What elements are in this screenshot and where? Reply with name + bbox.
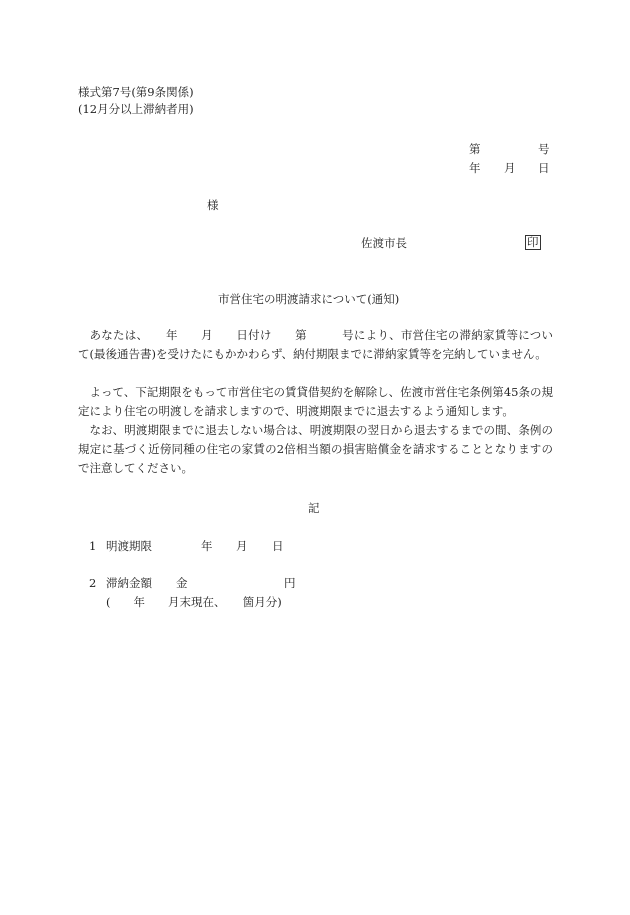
seal-stamp <box>525 235 541 250</box>
item1-number: 1 <box>89 539 97 553</box>
document-title: 市営住宅の明渡請求について(通知) <box>218 292 400 306</box>
item2-detail: ( 年 月末現在、 箇月分) <box>106 595 282 609</box>
ki-heading: 記 <box>308 501 320 515</box>
item1-year: 年 <box>201 539 213 553</box>
doc-number-prefix: 第 <box>469 142 481 156</box>
item2-yen: 円 <box>284 576 296 590</box>
item2-number: 2 <box>89 576 97 590</box>
item2-kin: 金 <box>176 576 188 590</box>
form-number: 様式第7号(第9条関係) <box>78 85 194 99</box>
form-note: (12月分以上滞納者用) <box>78 102 194 116</box>
item2-label: 滞納金額 <box>106 576 152 590</box>
doc-date-day: 日 <box>538 161 550 175</box>
sender-name: 佐渡市長 <box>361 236 407 250</box>
item1-month: 月 <box>236 539 248 553</box>
body-paragraph-3: なお、明渡期限までに退去しない場合は、明渡期限の翌日から退去するまでの間、条例の規定に基づく近傍同種の住宅の家賃の2倍相当額の損害賠償金を請求することとなりますので注意してください。 <box>78 423 553 475</box>
doc-number-suffix: 号 <box>538 142 550 156</box>
doc-date-month: 月 <box>504 161 516 175</box>
body-paragraph-2: よって、下記期限をもって市営住宅の賃貸借契約を解除し、佐渡市営住宅条例第45条の規定により住宅の明渡しを請求しますので、明渡期限までに退去するよう通知します。 <box>78 385 553 418</box>
addressee-honorific: 様 <box>207 198 219 212</box>
item1-label: 明渡期限 <box>106 539 152 553</box>
body-paragraph-1: あなたは、 年 月 日付け 第 号により、市営住宅の滞納家賃等について(最後通告書)を受けたにもかかわらず、納付期限までに滞納家賃等を完納していません。 <box>78 328 553 361</box>
doc-date-year: 年 <box>469 161 481 175</box>
seal-label: 印 <box>527 235 539 249</box>
item1-day: 日 <box>272 539 284 553</box>
